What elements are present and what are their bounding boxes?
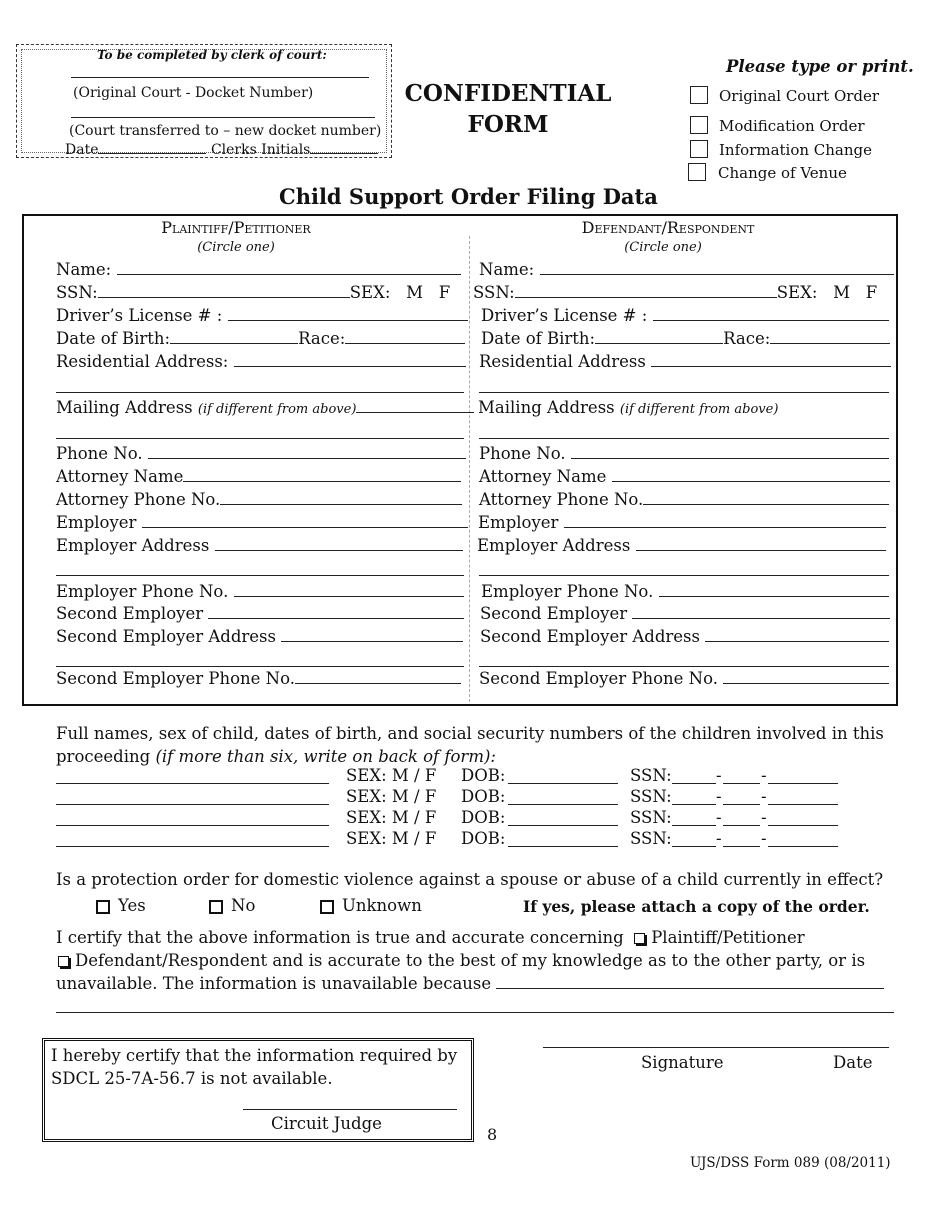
plaintiff-employer-phone-field[interactable] xyxy=(234,581,464,597)
plaintiff-license-label: Driver’s License # : xyxy=(56,306,223,325)
defendant-heading: Defendant/Respondent xyxy=(581,218,755,237)
child-ssn-part2[interactable] xyxy=(723,824,760,826)
defendant-name-field[interactable] xyxy=(540,259,894,275)
plaintiff-employer-field[interactable] xyxy=(142,512,468,528)
column-divider xyxy=(469,236,470,702)
defendant-second-phone-label: Second Employer Phone No. xyxy=(479,669,718,688)
defendant-dob-field[interactable] xyxy=(595,328,723,344)
defendant-employer-phone-row xyxy=(481,581,889,603)
defendant-employer-phone-label: Employer Phone No. xyxy=(481,582,654,601)
judge-text xyxy=(51,1044,467,1090)
defendant-second-phone-row xyxy=(479,668,889,690)
defendant-sex-m[interactable]: M xyxy=(833,283,851,302)
children-intro xyxy=(56,722,896,768)
unknown-label: Unknown xyxy=(342,896,422,915)
signature-date-label: Date xyxy=(833,1053,873,1072)
child-name-field[interactable] xyxy=(56,824,329,826)
child-dob-label: DOB: xyxy=(461,808,506,827)
defendant-attorney-row xyxy=(479,466,890,488)
defendant-mailing-line2[interactable] xyxy=(479,437,889,439)
defendant-residential-field[interactable] xyxy=(651,351,891,367)
plaintiff-attorney-phone-field[interactable] xyxy=(220,489,462,505)
child-ssn-label: SSN: xyxy=(630,787,672,806)
defendant-phone-field[interactable] xyxy=(571,443,889,459)
child-dob-label: DOB: xyxy=(461,787,506,806)
child-ssn-dash2: - xyxy=(761,808,767,827)
defendant-ssn-label: SSN: xyxy=(473,283,515,302)
certify-line2 xyxy=(58,949,865,972)
defendant-second-address-field[interactable] xyxy=(705,626,889,642)
plaintiff-second-employer-row xyxy=(56,603,464,625)
defendant-name-label: Name: xyxy=(479,260,535,279)
plaintiff-mailing-field[interactable] xyxy=(356,397,474,413)
child-ssn-part2[interactable] xyxy=(723,845,760,847)
defendant-name-row xyxy=(479,259,894,281)
judge-signer-label: Circuit Judge xyxy=(271,1114,382,1133)
form-line: FORM xyxy=(467,111,549,138)
plaintiff-mailing-row xyxy=(56,397,474,421)
defendant-employer-label: Employer xyxy=(478,513,559,532)
child-sex-label: SEX: M / F xyxy=(346,766,437,785)
plaintiff-mailing-label: Mailing Address xyxy=(56,398,193,417)
plaintiff-second-phone-row xyxy=(56,668,461,690)
defendant-second-employer-label: Second Employer xyxy=(480,604,628,623)
plaintiff-attorney-phone-row xyxy=(56,489,462,511)
child-dob-field[interactable] xyxy=(508,824,618,826)
plaintiff-attorney-phone-label: Attorney Phone No. xyxy=(56,490,221,509)
judge-text-line2: SDCL 25-7A-56.7 is not available. xyxy=(51,1069,333,1088)
defendant-phone-row xyxy=(479,443,889,465)
defendant-employer-row xyxy=(478,512,886,534)
no-checkbox[interactable] xyxy=(209,900,223,914)
yes-label: Yes xyxy=(118,896,146,915)
clerk-date-row xyxy=(65,141,378,158)
signature-line[interactable] xyxy=(543,1046,889,1048)
docket-number-label: (Original Court - Docket Number) xyxy=(73,85,314,101)
plaintiff-ssn-row xyxy=(56,282,450,304)
child-ssn-label: SSN: xyxy=(630,766,672,785)
plaintiff-circle-note: (Circle one) xyxy=(197,240,275,255)
plaintiff-employer-phone-row xyxy=(56,581,464,603)
confidential-line: CONFIDENTIAL xyxy=(404,80,612,107)
plaintiff-sex-f[interactable]: F xyxy=(438,283,451,302)
plaintiff-second-employer-label: Second Employer xyxy=(56,604,204,623)
plaintiff-phone-field[interactable] xyxy=(148,443,466,459)
defendant-license-field[interactable] xyxy=(653,305,889,321)
child-ssn-label: SSN: xyxy=(630,808,672,827)
certify-line1 xyxy=(56,926,805,949)
plaintiff-dob-label: Date of Birth: xyxy=(56,329,171,348)
defendant-phone-label: Phone No. xyxy=(479,444,566,463)
defendant-residential-line2[interactable] xyxy=(479,391,889,393)
label-information-change: Information Change xyxy=(719,141,873,159)
child-ssn-part3[interactable] xyxy=(768,845,838,847)
child-ssn-part2[interactable] xyxy=(723,803,760,805)
defendant-employer-address-label: Employer Address xyxy=(477,536,631,555)
plaintiff-license-row xyxy=(56,305,468,327)
defendant-ssn-field[interactable] xyxy=(515,282,777,298)
plaintiff-second-phone-field[interactable] xyxy=(295,668,461,684)
certify-line3 xyxy=(56,972,884,995)
plaintiff-phone-row xyxy=(56,443,466,465)
plaintiff-second-address-label: Second Employer Address xyxy=(56,627,276,646)
child-ssn-part3[interactable] xyxy=(768,782,838,784)
plaintiff-second-phone-label: Second Employer Phone No. xyxy=(56,669,295,688)
plaintiff-certify-label: Plaintiff/Petitioner xyxy=(651,928,805,947)
child-ssn-dash1: - xyxy=(716,808,722,827)
child-ssn-part3[interactable] xyxy=(768,824,838,826)
defendant-sex-f[interactable]: F xyxy=(865,283,878,302)
unavailable-reason-field[interactable] xyxy=(496,973,884,989)
clerk-initials-field[interactable] xyxy=(310,141,378,154)
defendant-second-address-row xyxy=(480,626,889,648)
defendant-second-employer-field[interactable] xyxy=(632,603,890,619)
protection-option-unknown[interactable] xyxy=(320,894,422,917)
defendant-certify-checkbox[interactable] xyxy=(58,956,69,967)
child-ssn-dash1: - xyxy=(716,787,722,806)
child-dob-label: DOB: xyxy=(461,766,506,785)
defendant-employer-address-row xyxy=(477,535,886,557)
clerk-initials-label: Clerks Initials xyxy=(210,142,311,158)
plaintiff-mailing-note: (if different from above) xyxy=(197,402,357,417)
plaintiff-license-field[interactable] xyxy=(228,305,468,321)
label-original-court-order: Original Court Order xyxy=(719,87,880,105)
plaintiff-sex-label: SEX: xyxy=(349,283,391,302)
plaintiff-ssn-field[interactable] xyxy=(98,282,350,298)
clerk-section xyxy=(16,44,392,158)
page-number: 8 xyxy=(487,1125,498,1144)
child-dob-label: DOB: xyxy=(461,829,506,848)
plaintiff-employer-address-row xyxy=(56,535,463,557)
child-dob-field[interactable] xyxy=(508,782,618,784)
plaintiff-dob-field[interactable] xyxy=(170,328,298,344)
plaintiff-employer-phone-label: Employer Phone No. xyxy=(56,582,229,601)
plaintiff-name-label: Name: xyxy=(56,260,112,279)
child-ssn-dash1: - xyxy=(716,829,722,848)
defendant-license-label: Driver’s License # : xyxy=(481,306,648,325)
defendant-second-phone-field[interactable] xyxy=(723,668,889,684)
plaintiff-race-label: Race: xyxy=(298,329,346,348)
plaintiff-sex-m[interactable]: M xyxy=(406,283,424,302)
defendant-employer-field[interactable] xyxy=(564,512,886,528)
protection-attach-note: If yes, please attach a copy of the order. xyxy=(523,897,870,916)
child-ssn-part3[interactable] xyxy=(768,803,838,805)
defendant-attorney-phone-row xyxy=(479,489,889,511)
plaintiff-dob-row xyxy=(56,328,465,350)
defendant-second-address-label: Second Employer Address xyxy=(480,627,700,646)
defendant-second-employer-row xyxy=(480,603,890,625)
defendant-mailing-row xyxy=(478,397,778,421)
protection-question: Is a protection order for domestic violence against a spouse or abuse of a child currently in effect? xyxy=(56,870,884,889)
defendant-second-address-line2[interactable] xyxy=(479,665,889,667)
defendant-race-label: Race: xyxy=(723,329,771,348)
plaintiff-second-address-field[interactable] xyxy=(281,626,463,642)
defendant-mailing-label: Mailing Address xyxy=(478,398,615,417)
defendant-residential-label: Residential Address xyxy=(479,352,646,371)
protection-option-no[interactable] xyxy=(209,894,255,917)
defendant-circle-note: (Circle one) xyxy=(624,240,702,255)
judge-signature-line[interactable] xyxy=(243,1108,457,1110)
checkbox-original-court-order[interactable] xyxy=(690,86,708,104)
confidential-title xyxy=(400,78,616,140)
unknown-checkbox[interactable] xyxy=(320,900,334,914)
children-intro-line1: Full names, sex of child, dates of birth, and social security numbers of the children involved in this xyxy=(56,724,884,743)
certify-text2: and is accurate to the best of my knowledge as to the other party, or is xyxy=(272,951,866,970)
defendant-certify-label: Defendant/Respondent xyxy=(75,951,268,970)
signature-label: Signature xyxy=(641,1053,724,1072)
clerk-date-field[interactable] xyxy=(98,141,206,154)
form-title: Child Support Order Filing Data xyxy=(279,184,658,209)
child-ssn-part1[interactable] xyxy=(672,845,716,847)
plaintiff-ssn-label: SSN: xyxy=(56,283,98,302)
child-ssn-part1[interactable] xyxy=(672,824,716,826)
child-ssn-dash1: - xyxy=(716,766,722,785)
defendant-attorney-phone-label: Attorney Phone No. xyxy=(479,490,644,509)
plaintiff-heading: Plaintiff/Petitioner xyxy=(161,218,311,237)
docket-number-field[interactable] xyxy=(71,77,369,78)
checkbox-information-change[interactable] xyxy=(690,140,708,158)
plaintiff-residential-row xyxy=(56,351,466,373)
child-name-field[interactable] xyxy=(56,803,329,805)
defendant-mailing-note: (if different from above) xyxy=(619,402,779,417)
child-ssn-dash2: - xyxy=(761,766,767,785)
unavailable-label: unavailable. The information is unavailable because xyxy=(56,974,492,993)
child-sex-label: SEX: M / F xyxy=(346,808,437,827)
defendant-employer-phone-field[interactable] xyxy=(659,581,889,597)
plaintiff-residential-field[interactable] xyxy=(234,351,466,367)
no-label: No xyxy=(231,896,256,915)
certify-text1: I certify that the above information is true and accurate concerning xyxy=(56,928,624,947)
plaintiff-mailing-line2[interactable] xyxy=(56,437,464,439)
judge-text-line1: I hereby certify that the information required by xyxy=(51,1046,458,1065)
child-name-field[interactable] xyxy=(56,782,329,784)
child-ssn-label: SSN: xyxy=(630,829,672,848)
checkbox-modification-order[interactable] xyxy=(690,116,708,134)
plaintiff-second-address-line2[interactable] xyxy=(56,665,464,667)
yes-checkbox[interactable] xyxy=(96,900,110,914)
plaintiff-attorney-label: Attorney Name xyxy=(56,467,184,486)
plaintiff-name-field[interactable] xyxy=(117,259,461,275)
type-instruction: Please type or print. xyxy=(726,57,914,76)
plaintiff-residential-line2[interactable] xyxy=(56,391,464,393)
clerk-date-label: Date xyxy=(65,142,99,158)
child-ssn-part1[interactable] xyxy=(672,803,716,805)
clerk-heading: To be completed by clerk of court: xyxy=(97,48,327,62)
child-ssn-part2[interactable] xyxy=(723,782,760,784)
plaintiff-employer-label: Employer xyxy=(56,513,137,532)
transfer-docket-label: (Court transferred to – new docket number) xyxy=(69,123,382,139)
defendant-dob-row xyxy=(481,328,890,350)
child-dob-field[interactable] xyxy=(508,845,618,847)
plaintiff-employer-address-field[interactable] xyxy=(215,535,463,551)
plaintiff-residential-label: Residential Address: xyxy=(56,352,229,371)
defendant-employer-address-field[interactable] xyxy=(636,535,886,551)
form-id: UJS/DSS Form 089 (08/2011) xyxy=(690,1155,891,1171)
plaintiff-employer-address-line2[interactable] xyxy=(56,574,464,576)
defendant-dob-label: Date of Birth: xyxy=(481,329,596,348)
plaintiff-name-row xyxy=(56,259,461,281)
defendant-race-field[interactable] xyxy=(770,328,890,344)
defendant-attorney-phone-field[interactable] xyxy=(643,489,889,505)
children-intro-note: (if more than six, write on back of form): xyxy=(155,747,496,766)
plaintiff-second-employer-field[interactable] xyxy=(208,603,464,619)
defendant-attorney-field[interactable] xyxy=(612,466,890,482)
children-intro-proceeding: proceeding xyxy=(56,747,151,766)
child-ssn-dash2: - xyxy=(761,829,767,848)
child-sex-label: SEX: M / F xyxy=(346,829,437,848)
plaintiff-second-address-row xyxy=(56,626,463,648)
unavailable-reason-line2[interactable] xyxy=(56,1011,894,1013)
child-name-field[interactable] xyxy=(56,845,329,847)
transfer-docket-field[interactable] xyxy=(71,117,375,118)
defendant-ssn-row xyxy=(473,282,877,304)
child-dob-field[interactable] xyxy=(508,803,618,805)
child-sex-label: SEX: M / F xyxy=(346,787,437,806)
defendant-attorney-label: Attorney Name xyxy=(479,467,607,486)
checkbox-change-of-venue[interactable] xyxy=(688,163,706,181)
label-change-of-venue: Change of Venue xyxy=(718,164,847,182)
plaintiff-certify-checkbox[interactable] xyxy=(634,933,645,944)
defendant-employer-address-line2[interactable] xyxy=(479,574,889,576)
child-ssn-part1[interactable] xyxy=(672,782,716,784)
defendant-residential-row xyxy=(479,351,891,373)
plaintiff-employer-row xyxy=(56,512,468,534)
plaintiff-phone-label: Phone No. xyxy=(56,444,143,463)
plaintiff-employer-address-label: Employer Address xyxy=(56,536,210,555)
plaintiff-attorney-field[interactable] xyxy=(183,466,461,482)
child-ssn-dash2: - xyxy=(761,787,767,806)
plaintiff-race-field[interactable] xyxy=(345,328,465,344)
label-modification-order: Modification Order xyxy=(719,117,865,135)
protection-option-yes[interactable] xyxy=(96,894,146,917)
defendant-license-row xyxy=(481,305,889,327)
defendant-sex-label: SEX: xyxy=(776,283,818,302)
plaintiff-attorney-row xyxy=(56,466,461,488)
